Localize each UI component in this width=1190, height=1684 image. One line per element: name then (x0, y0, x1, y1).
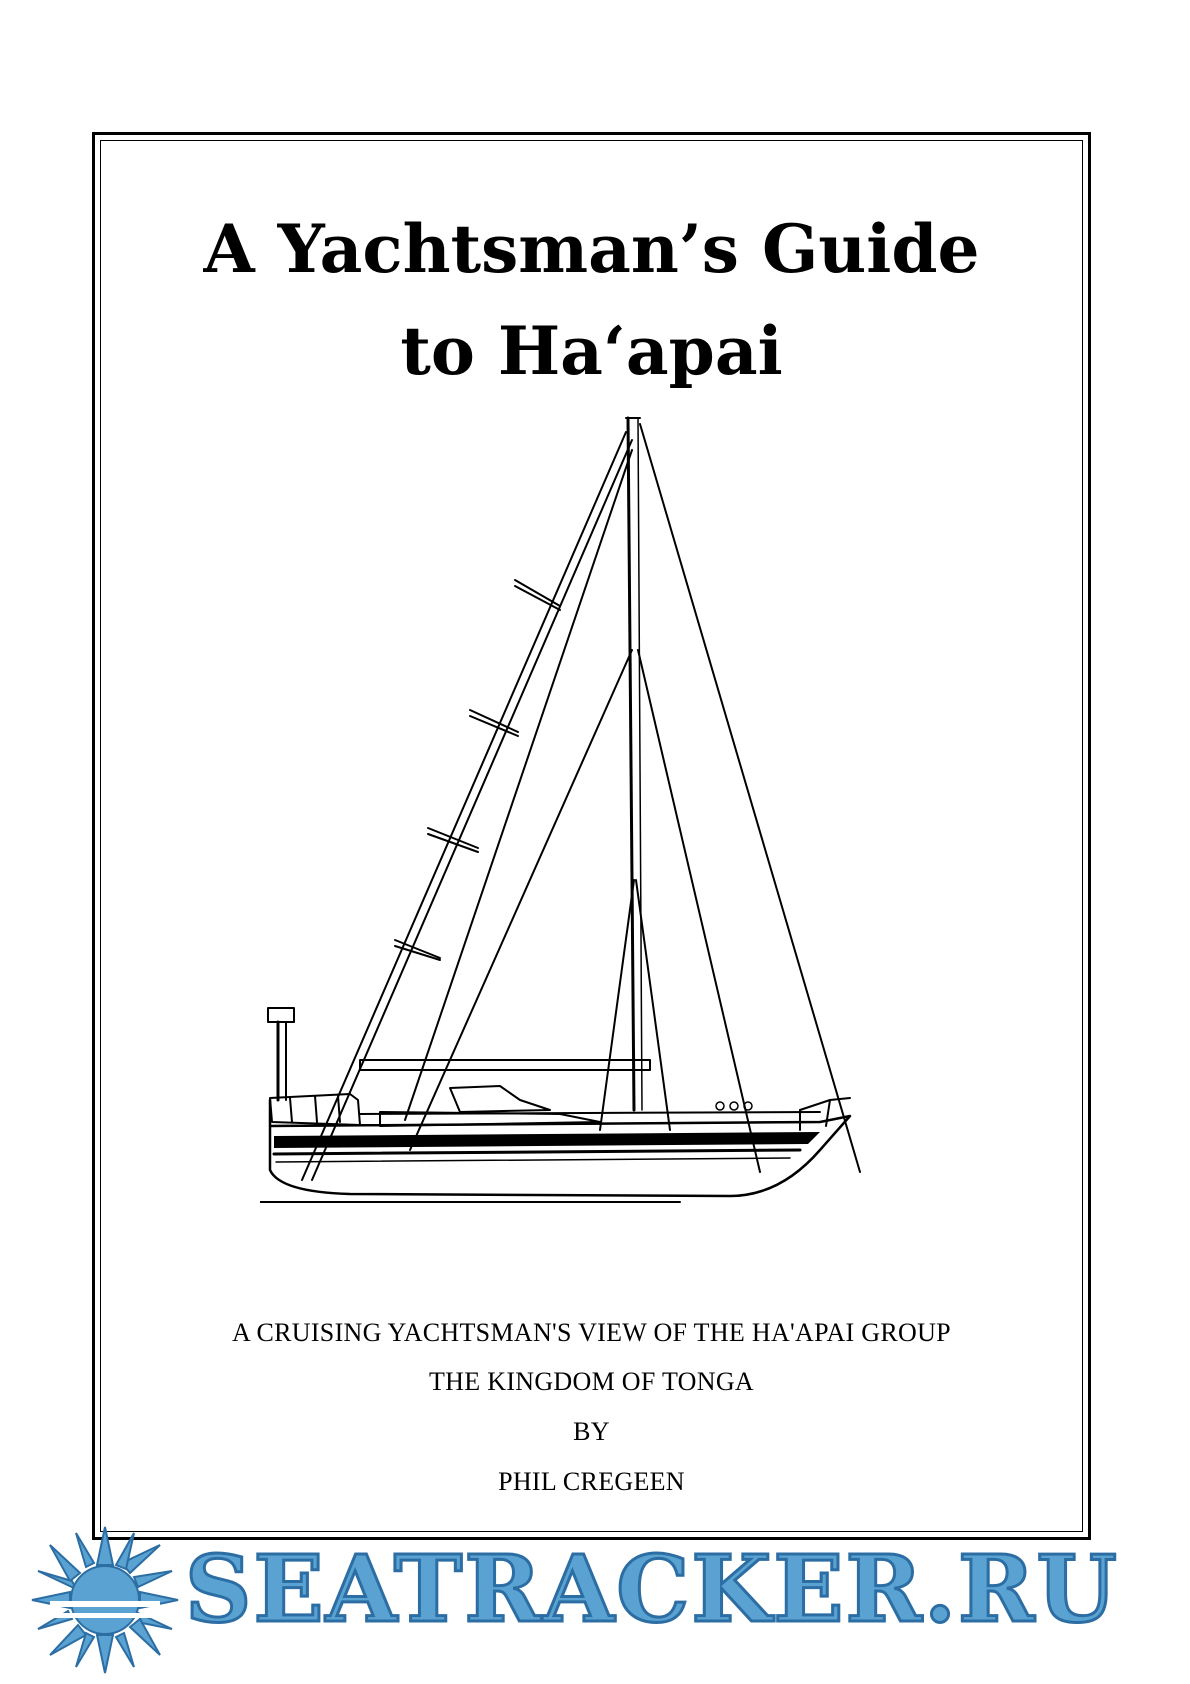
title-line-2: to Ha‘apai (400, 312, 783, 390)
title-line-1: A Yachtsman’s Guide (203, 210, 980, 288)
subtitle: A CRUISING YACHTSMAN'S VIEW OF THE HA'APAI GROUP (232, 1318, 951, 1347)
by-line: BY (573, 1417, 610, 1446)
region-line: THE KINGDOM OF TONGA (429, 1367, 754, 1396)
watermark-text: SEATRACKER.RU (185, 1535, 1119, 1643)
sun-icon (30, 1525, 180, 1675)
sailboat-illustration (260, 410, 920, 1290)
watermark (0, 1525, 1190, 1675)
author-name: PHIL CREGEEN (498, 1467, 685, 1496)
